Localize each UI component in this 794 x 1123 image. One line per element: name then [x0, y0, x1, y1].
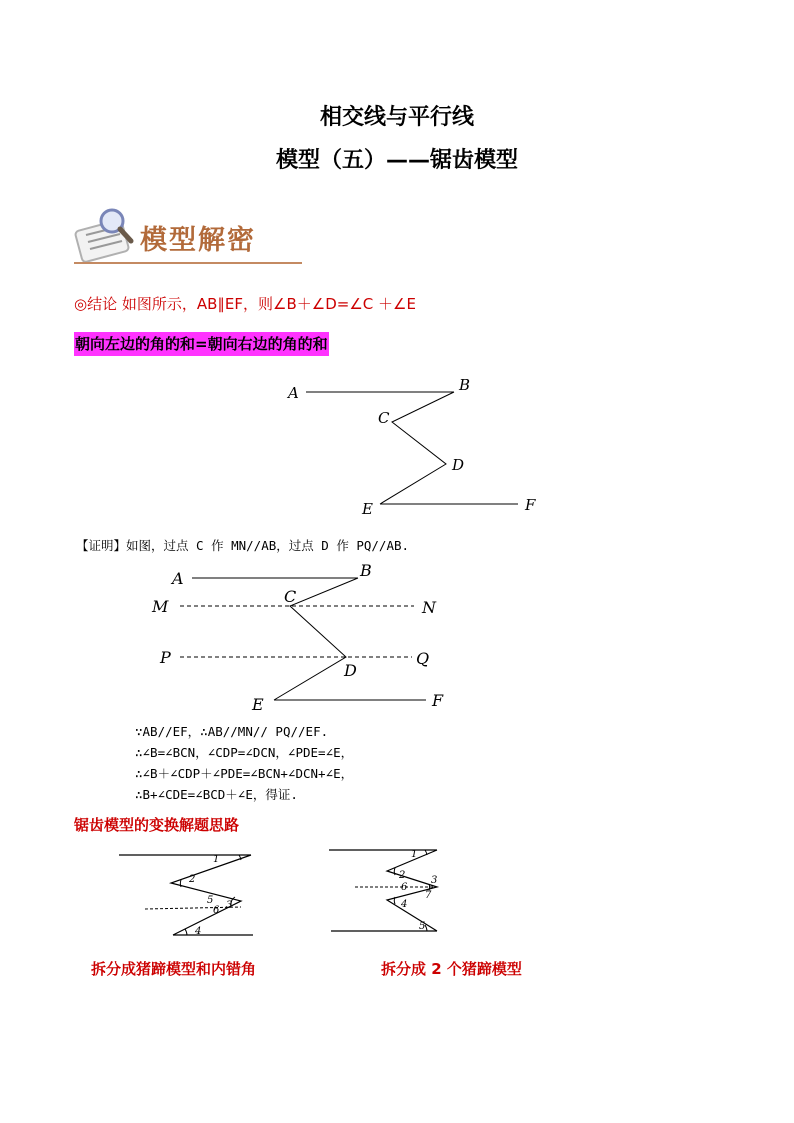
label-a: A [172, 569, 184, 588]
angle-3: 3 [226, 900, 233, 911]
proof-step-3: ∴∠B＋∠CDP＋∠PDE=∠BCN+∠DCN+∠E， [135, 766, 354, 781]
angle-2: 2 [189, 874, 196, 885]
angle-6: 6 [213, 905, 220, 916]
page-subtitle: 模型（五）——锯齿模型 [275, 148, 518, 173]
proof-step-2: ∴∠B=∠BCN，∠CDP=∠DCN，∠PDE=∠E， [135, 745, 354, 760]
label-d: D [344, 661, 357, 680]
angle-2: 2 [399, 870, 406, 881]
caption-right: 拆分成 2 个猪蹄模型 [381, 960, 522, 978]
angle-5: 5 [419, 921, 426, 932]
angle-5: 5 [207, 895, 214, 906]
label-p: P [160, 648, 171, 667]
banner-underline [74, 262, 302, 264]
label-d: D [452, 456, 465, 474]
angle-3: 3 [431, 875, 438, 886]
label-f: F [432, 691, 444, 710]
model-decode-banner: 模型解密 [140, 225, 256, 256]
label-e: E [252, 695, 264, 714]
angle-6: 6 [401, 882, 408, 893]
proof-step-1: ∵AB//EF，∴AB//MN// PQ//EF. [135, 724, 329, 739]
label-b: B [459, 376, 471, 394]
label-a: A [288, 384, 299, 402]
proof-step-4: ∴B+∠CDE=∠BCD＋∠E，得证. [135, 787, 298, 802]
label-b: B [360, 561, 372, 580]
conclusion-text: ◎结论 如图所示，AB∥EF，则∠B＋∠D=∠C ＋∠E [74, 295, 416, 313]
transform-figure-left [115, 845, 265, 945]
zigzag-figure-2 [150, 560, 450, 718]
label-m: M [152, 597, 169, 616]
page-title: 相交线与平行线 [319, 105, 474, 130]
transform-heading: 锯齿模型的变换解题思路 [74, 816, 240, 834]
label-f: F [525, 496, 536, 514]
label-c: C [378, 409, 390, 427]
zigzag-figure-1 [270, 370, 560, 520]
label-e: E [362, 500, 373, 518]
angle-1: 1 [411, 849, 418, 860]
angle-1: 1 [213, 854, 220, 865]
highlight-rule: 朝向左边的角的和=朝向右边的角的和 [74, 332, 329, 356]
label-n: N [422, 598, 436, 617]
angle-7: 7 [425, 890, 432, 901]
label-q: Q [416, 649, 430, 668]
angle-4: 4 [401, 899, 408, 910]
label-c: C [284, 587, 297, 606]
angle-4: 4 [195, 926, 202, 937]
transform-figure-right [325, 843, 460, 939]
caption-left: 拆分成猪蹄模型和内错角 [91, 960, 257, 978]
proof-intro: 【证明】如图，过点 C 作 MN//AB，过点 D 作 PQ//AB. [76, 538, 410, 553]
